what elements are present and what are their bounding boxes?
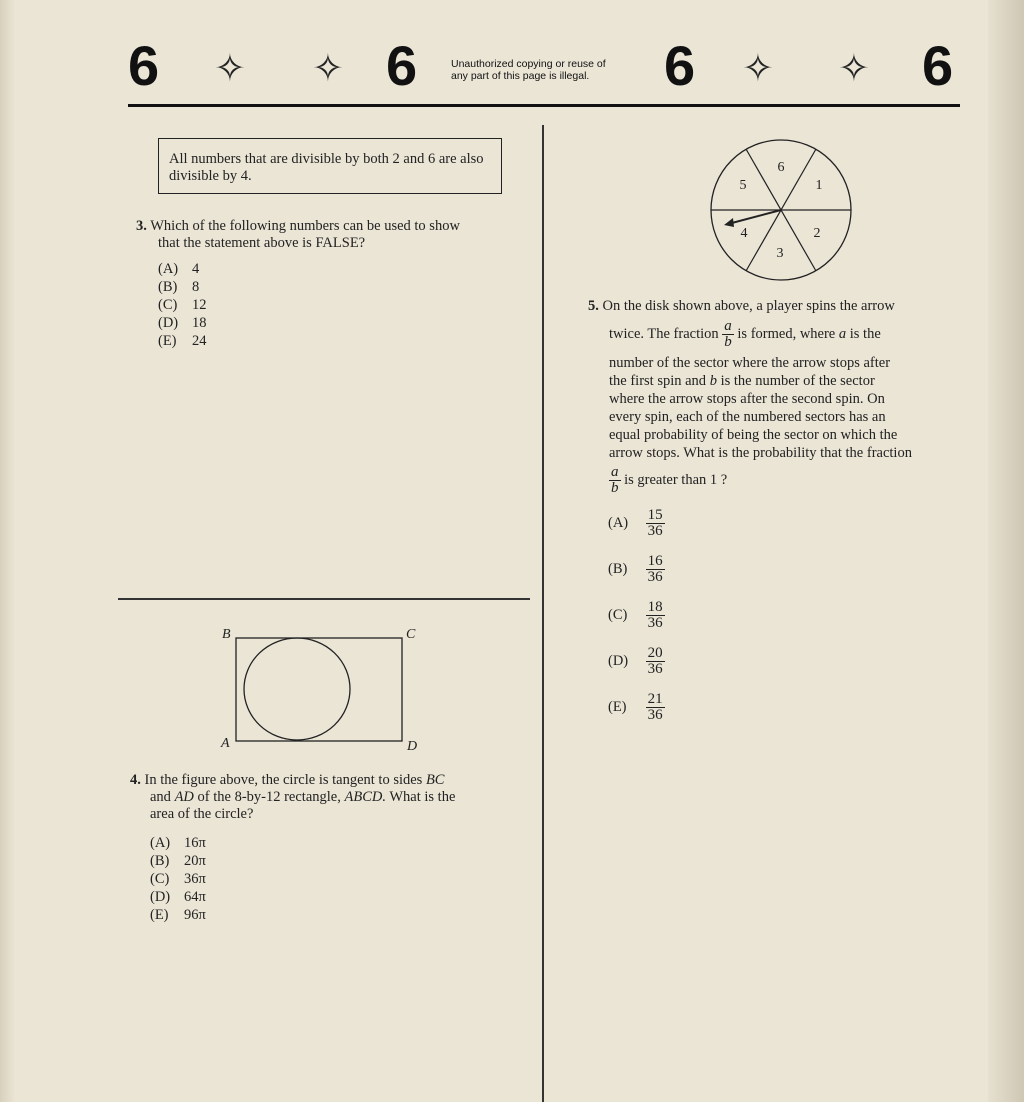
spinner-arrow <box>728 210 781 224</box>
question-5: 5. On the disk shown above, a player spins the arrow twice. The fraction $\frac{a}{b}$ is formed, where a is the number of the sector where the arrow stops after the first spin and b is the number of the sector where the arrow stops after the second spin. On every spin, each of the numbered sectors has an equal probability of being the sector on which the arrow stops. What is the probability that the fraction $\frac{a}{b}$ is greater than 1 ? <box>588 298 912 496</box>
section-number: 6 <box>922 34 954 97</box>
section-number: 6 <box>386 34 418 97</box>
answer-options-q3 <box>158 260 207 350</box>
vertex-label-d: D <box>407 739 418 754</box>
star-icon: ✧ <box>214 48 246 90</box>
answer-option-a[interactable]: (A) $\frac{15}{36}$ <box>608 507 663 539</box>
spinner-arrowhead <box>724 218 734 227</box>
question-number: 5. <box>588 298 599 314</box>
sector-label: 2 <box>813 226 821 241</box>
section-number: 6 <box>128 34 160 97</box>
page-binding-edge <box>0 0 14 1102</box>
answer-option-c[interactable]: (C) 12 <box>158 297 207 313</box>
answer-option-a[interactable]: (A) 4 <box>158 261 200 277</box>
answer-option-d[interactable]: (D) $\frac{20}{36}$ <box>608 645 663 677</box>
vertex-label-a: A <box>221 736 230 751</box>
question-number: 4. <box>130 772 141 788</box>
spinner-disk <box>706 138 856 288</box>
answer-option-c[interactable]: (C) 36π <box>150 871 206 887</box>
answer-option-c[interactable]: (C) $\frac{18}{36}$ <box>608 599 663 631</box>
answer-options-q4 <box>150 834 206 924</box>
header-rule <box>128 104 960 107</box>
answer-option-d[interactable]: (D) 18 <box>158 315 207 331</box>
star-icon: ✧ <box>742 48 774 90</box>
statement-box: All numbers that are divisible by both 2 and 6 are also divisible by 4. <box>158 138 502 194</box>
column-divider <box>542 125 544 1102</box>
question-3 <box>136 218 536 252</box>
sector-label: 3 <box>776 246 784 261</box>
star-icon: ✧ <box>312 48 344 90</box>
copyright-notice: Unauthorized copying or reuse of any part of this page is illegal. <box>451 58 606 82</box>
answer-option-d[interactable]: (D) 64π <box>150 889 206 905</box>
answer-option-b[interactable]: (B) 20π <box>150 853 206 869</box>
page-gutter <box>988 0 1024 1102</box>
question-divider <box>118 598 530 600</box>
star-icon: ✧ <box>838 48 870 90</box>
question-4: 4. In the figure above, the circle is tangent to sides BC and AD of the 8-by-12 rectangle, ABCD. What is the area of the circle? <box>130 772 456 822</box>
answer-option-e[interactable]: (E) $\frac{21}{36}$ <box>608 691 663 723</box>
tangent-circle <box>244 638 350 740</box>
answer-option-e[interactable]: (E) 96π <box>150 907 206 923</box>
answer-option-e[interactable]: (E) 24 <box>158 333 207 349</box>
question-text: Which of the following numbers can be used to show <box>150 218 460 234</box>
answer-option-a[interactable]: (A) 16π <box>150 835 206 851</box>
fraction-a-over-b: $\frac{a}{b}$ <box>611 464 619 496</box>
sector-label: 5 <box>739 178 747 193</box>
vertex-label-c: C <box>406 627 416 642</box>
question-number: 3. <box>136 218 147 234</box>
sector-label: 4 <box>740 226 748 241</box>
sector-label: 6 <box>777 160 785 175</box>
section-number: 6 <box>664 34 696 97</box>
answer-option-b[interactable]: (B) $\frac{16}{36}$ <box>608 553 663 585</box>
question-text: that the statement above is FALSE? <box>158 235 366 251</box>
sector-label: 1 <box>815 178 823 193</box>
fraction-a-over-b: $\frac{a}{b}$ <box>724 318 732 350</box>
rectangle-circle-figure <box>210 620 430 760</box>
answer-option-b[interactable]: (B) 8 <box>158 279 200 295</box>
vertex-label-b: B <box>222 627 231 642</box>
